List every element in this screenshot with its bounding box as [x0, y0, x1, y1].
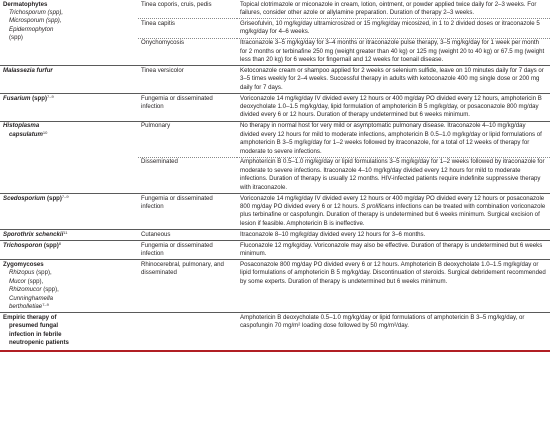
- organism-name: infection in febrile: [9, 330, 62, 338]
- table-row: [0, 313, 550, 349]
- therapy-cell: [237, 230, 550, 241]
- organism-line: [3, 261, 134, 269]
- organism-line: [3, 26, 134, 34]
- therapy-text: Posaconazole 800 mg/day PO divided every 6 or 12 hours. Amphotericin B deoxycholate 1.0–1.5 mg/kg/day or lipid formulations of amphotericin B 5 mg/kg/day. Discontinuation of steroids. Surgical debridement recommended by some experts. Duration of therapy is undetermined but 6 weeks minimum.: [240, 260, 546, 285]
- organism-cell: [0, 241, 138, 260]
- organism-cell: [0, 194, 138, 230]
- therapy-cell: [237, 241, 550, 260]
- table-row: [0, 241, 550, 260]
- organism-name: bertholletiae: [9, 302, 43, 310]
- therapy-cell: [237, 157, 550, 193]
- organism-cell: [0, 94, 138, 122]
- infection-type: Disseminated: [141, 158, 178, 166]
- organism-name: neutropenic patients: [9, 339, 69, 347]
- therapy-text: Amphotericin B 0.5–1.0 mg/kg/day or lipid formulations 3–5 mg/kg/day for 1–2 weeks followed by itraconazole for moderate to severe infections. Itraconazole 4–10 mg/kg/day divided every 12 hours for mild to moderate infections. Duration of therapy is usually 12 months. HIV-infected patients require indefinite suppressive therapy with itraconazole.: [240, 158, 545, 191]
- organism-name: Histoplasma: [3, 122, 40, 130]
- infection-cell: [138, 260, 237, 313]
- organism-line: [3, 242, 134, 250]
- infection-cell: [138, 230, 237, 241]
- organism-line: [3, 95, 134, 103]
- infection-type: Tinea capitis: [141, 19, 175, 27]
- infection-type: Pulmonary: [141, 122, 171, 130]
- infection-type: Cutaneous: [141, 230, 171, 238]
- infection-type: Fungemia or disseminated infection: [141, 94, 213, 110]
- organism-line: [3, 278, 134, 286]
- organism-line: [3, 1, 134, 9]
- organism-line: [3, 122, 134, 130]
- organism-name: Cunninghamella: [9, 294, 54, 302]
- organism-name: Zygomycoses: [3, 260, 44, 268]
- therapy-text: infections can be treated with combination voriconazole plus terbinafine or caspofungin. Duration of therapy is undetermined but 6 weeks minimum. Surgical excision of lesion if feasible. Amphotericin B is ineffective.: [240, 202, 546, 227]
- infection-cell: [138, 157, 237, 193]
- therapy-text: Amphotericin B deoxycholate 0.5–1.0 mg/kg/day or lipid formulations of amphotericin B 3–5 mg/kg/day, or caspofungin 70 mg/m² loading dose followed by 50 mg/m²/day.: [240, 313, 525, 330]
- organism-cell: [0, 260, 138, 313]
- reference-superscript: 8: [58, 240, 61, 246]
- therapy-cell: [237, 313, 550, 349]
- organism-line: [3, 67, 134, 75]
- organism-suffix: (spp): [42, 241, 59, 249]
- organism-name: (spp): [9, 34, 23, 42]
- organism-name: Dermatophytes: [3, 0, 48, 8]
- therapy-cell: [237, 260, 550, 313]
- organism-line: [3, 314, 134, 322]
- organism-name: Rhizomucor: [9, 286, 42, 294]
- reference-superscript: 7–9: [47, 93, 54, 99]
- reference-superscript: 7–9: [42, 301, 49, 307]
- infection-cell: [138, 313, 237, 349]
- organism-line: [3, 331, 134, 339]
- infection-type: Rhinocerebral, pulmonary, and disseminated: [141, 260, 224, 277]
- organism-line: [3, 195, 134, 203]
- therapy-cell: [237, 194, 550, 230]
- organism-suffix: (spp),: [25, 277, 44, 285]
- infection-cell: [138, 121, 237, 157]
- organism-line: [3, 303, 134, 311]
- therapy-text: Voriconazole 14 mg/kg/day IV divided every 12 hours or 400 mg/day PO divided every 12 hours or posaconazole 800 mg/day PO divided every 6 or 12 hours.: [240, 194, 545, 210]
- therapy-cell: [237, 121, 550, 157]
- therapy-cell: [237, 0, 550, 19]
- organism-name: Empiric therapy of: [3, 313, 57, 321]
- table-row: [0, 94, 550, 122]
- organism-line: [3, 34, 134, 42]
- table-row: [0, 194, 550, 230]
- therapy-text: Itraconazole 8–10 mg/kg/day divided every 12 hours for 3–6 months.: [240, 230, 426, 238]
- organism-name: Mucor: [9, 277, 26, 285]
- infection-cell: [138, 0, 237, 19]
- organism-name: Trichosporum (spp),: [9, 8, 64, 16]
- table-row: [0, 121, 550, 157]
- organism-line: [3, 269, 134, 277]
- organism-name: Rhizopus: [9, 269, 35, 277]
- organism-line: [3, 17, 134, 25]
- infection-type: Fungemia or disseminated infection: [141, 194, 213, 210]
- therapy-cell: [237, 66, 550, 94]
- organism-line: [3, 322, 134, 330]
- infection-type: Onychomycosis: [141, 39, 185, 47]
- therapy-text: Topical clotrimazole or miconazole in cream, lotion, ointment, or powder applied twice daily for 2–3 weeks. For failures, consider other azole or allylamine preparation. Duration of therapy 2–3 weeks.: [240, 0, 537, 16]
- organism-suffix: (spp),: [41, 286, 59, 294]
- infection-type: Fungemia or disseminated infection: [141, 241, 213, 257]
- organism-cell: [0, 230, 138, 241]
- infection-cell: [138, 241, 237, 260]
- organism-line: [3, 131, 134, 139]
- organism-cell: [0, 313, 138, 349]
- organism-name: presumed fungal: [9, 322, 59, 330]
- reference-superscript: 10: [42, 129, 48, 135]
- organism-cell: [0, 121, 138, 193]
- therapy-text: Voriconazole 14 mg/kg/day IV divided every 12 hours or 400 mg/day PO divided every 12 hours, amphotericin B deoxycholate 1.0–1.5 mg/kg/day, lipid formulation of amphotericin B 5 mg/kg/day, or posaconazole 800 mg/day divided every 6 or 12 hours. Duration of therapy undetermined but 6 weeks minimum.: [240, 94, 542, 119]
- therapy-text: Itraconazole 3–5 mg/kg/day for 3–4 months or itraconazole pulse therapy, 3–5 mg/kg/day for 1 week per month for 2 months or terbinafine 250 mg (weight greater than 40 kg) or 125 mg (weight 20 to 40 kg) or 67.5 mg (weight less than 20 kg) for 6 weeks for fingernail and 12 weeks for toenail disease.: [240, 39, 545, 63]
- therapy-text: Fluconazole 12 mg/kg/day. Voriconazole may also be effective. Duration of therapy is undetermined but 6 weeks minimum.: [240, 241, 543, 257]
- organism-name: Sporothrix schenckii: [3, 230, 64, 238]
- organism-suffix: (spp): [30, 94, 48, 102]
- organism-name: capsulatum: [9, 130, 43, 138]
- organism-line: [3, 9, 134, 17]
- organism-name: Trichosporon: [3, 241, 43, 249]
- table-row: [0, 230, 550, 241]
- reference-superscript: 11: [63, 229, 68, 235]
- table-row: [0, 66, 550, 94]
- organism-suffix: (spp): [45, 194, 62, 202]
- organism-cell: [0, 66, 138, 94]
- bottom-rule: [0, 350, 550, 352]
- organism-name: Fusarium: [3, 94, 31, 102]
- organism-line: [3, 339, 134, 347]
- infection-cell: [138, 38, 237, 66]
- organism-name: Microsporum (spp),: [9, 17, 62, 25]
- organism-name: Scedosporium: [3, 194, 46, 202]
- therapy-text: No therapy in normal host for very mild or asymptomatic pulmonary disease. Itraconazole 4–10 mg/kg/day divided every 12 hours for mild to moderate infections, amphotericin B 0.5–1.0 mg/kg/day or lipid formulations of amphotericin B 3–5 mg/kg/day for 1–2 weeks followed by itraconazole, for a total of 12 weeks of therapy for moderate to severe infections.: [240, 122, 542, 155]
- organism-line: [3, 286, 134, 294]
- infection-cell: [138, 19, 237, 38]
- therapy-cell: [237, 38, 550, 66]
- infection-cell: [138, 194, 237, 230]
- reference-superscript: 7–9: [61, 193, 69, 199]
- therapy-text: Ketoconazole cream or shampoo applied for 2 weeks or selenium sulfide, leave on 10 minutes daily for 7 days or 3–5 times weekly for 2–4 weeks. Successful therapy in adults with ketoconazole 400 mg single dose or 200 mg daily for 7 days.: [240, 66, 544, 91]
- infection-cell: [138, 66, 237, 94]
- organism-suffix: (spp),: [34, 269, 52, 277]
- infection-type: Tinea coporis, cruis, pedis: [141, 0, 212, 8]
- organism-name: Malassezia furfur: [3, 66, 53, 74]
- organism-name: Epidermophyton: [9, 25, 54, 33]
- table-row: [0, 0, 550, 19]
- organism-cell: [0, 0, 138, 66]
- therapy-text: S prolificans: [360, 202, 395, 210]
- organism-line: [3, 231, 134, 239]
- therapy-cell: [237, 94, 550, 122]
- infection-cell: [138, 94, 237, 122]
- organism-line: [3, 295, 134, 303]
- infection-type: Tinea versicolor: [141, 66, 184, 74]
- therapy-cell: [237, 19, 550, 38]
- therapy-text: Griseofulvin, 10 mg/kg/day ultramicrosized or 15 mg/kg/day micosized, in 1 to 2 divided doses or itraconazole 5 mg/kg/day for 4–6 weeks.: [240, 19, 540, 36]
- table-row: [0, 260, 550, 313]
